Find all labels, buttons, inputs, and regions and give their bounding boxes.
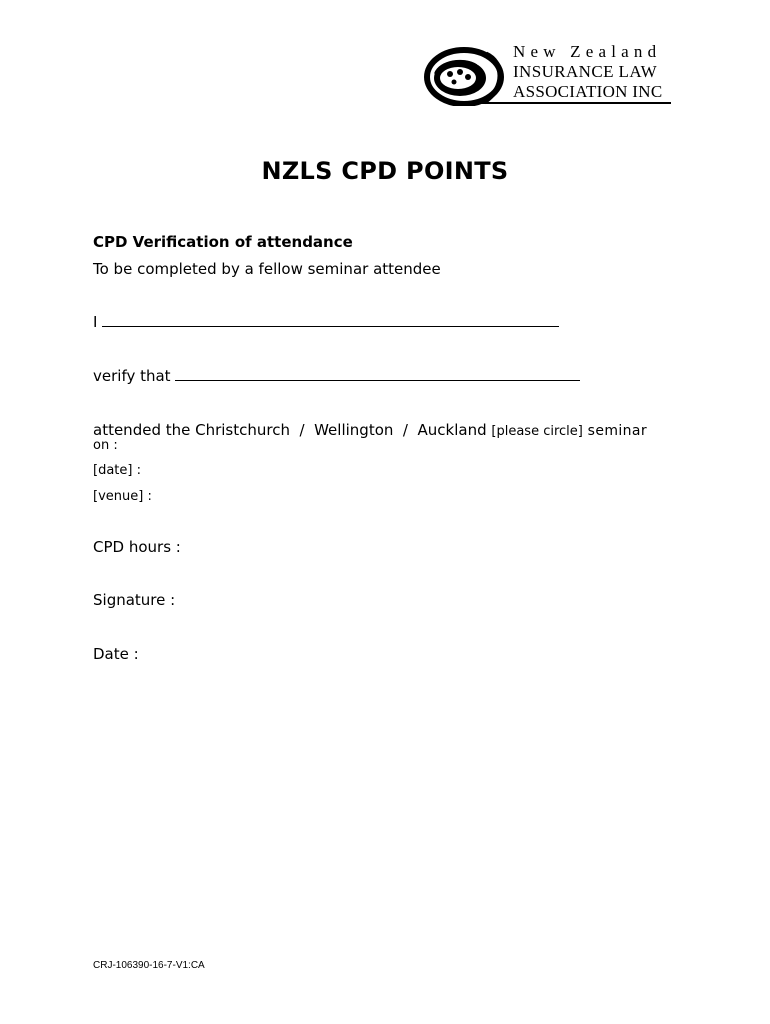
logo-underline xyxy=(472,102,671,104)
i-label: I xyxy=(93,313,98,331)
verify-label: verify that xyxy=(93,367,171,385)
association-logo xyxy=(424,42,674,108)
signature-label: Signature : xyxy=(93,591,176,609)
please-circle-note: [please circle] xyxy=(491,424,583,439)
date-label: Date : xyxy=(93,645,139,663)
verified-person-row xyxy=(93,367,580,385)
attendee-name-row xyxy=(93,313,559,331)
logo-text-line1: New Zealand xyxy=(513,42,662,61)
document-reference-code: CRJ-106390-16-7-V1:CA xyxy=(93,960,205,971)
logo-text-line2: INSURANCE LAW xyxy=(513,62,658,81)
document-title: NZLS CPD POINTS xyxy=(261,157,509,185)
attended-location-text: attended the Christchurch / Wellington / Auckland xyxy=(93,421,487,439)
koru-logo-icon xyxy=(424,44,508,106)
section-instruction: To be completed by a fellow seminar attendee xyxy=(93,260,441,278)
seminar-label: seminar xyxy=(587,423,648,439)
attended-location-row xyxy=(93,421,647,439)
verified-person-field[interactable] xyxy=(175,380,580,381)
on-label: on : xyxy=(93,438,118,453)
venue-bracket-label: [venue] : xyxy=(93,489,152,504)
cpd-hours-label: CPD hours : xyxy=(93,538,181,556)
section-heading: CPD Verification of attendance xyxy=(93,233,353,251)
attendee-name-field[interactable] xyxy=(102,326,559,327)
date-bracket-label: [date] : xyxy=(93,463,141,478)
logo-text-line3: ASSOCIATION INC xyxy=(513,82,663,101)
